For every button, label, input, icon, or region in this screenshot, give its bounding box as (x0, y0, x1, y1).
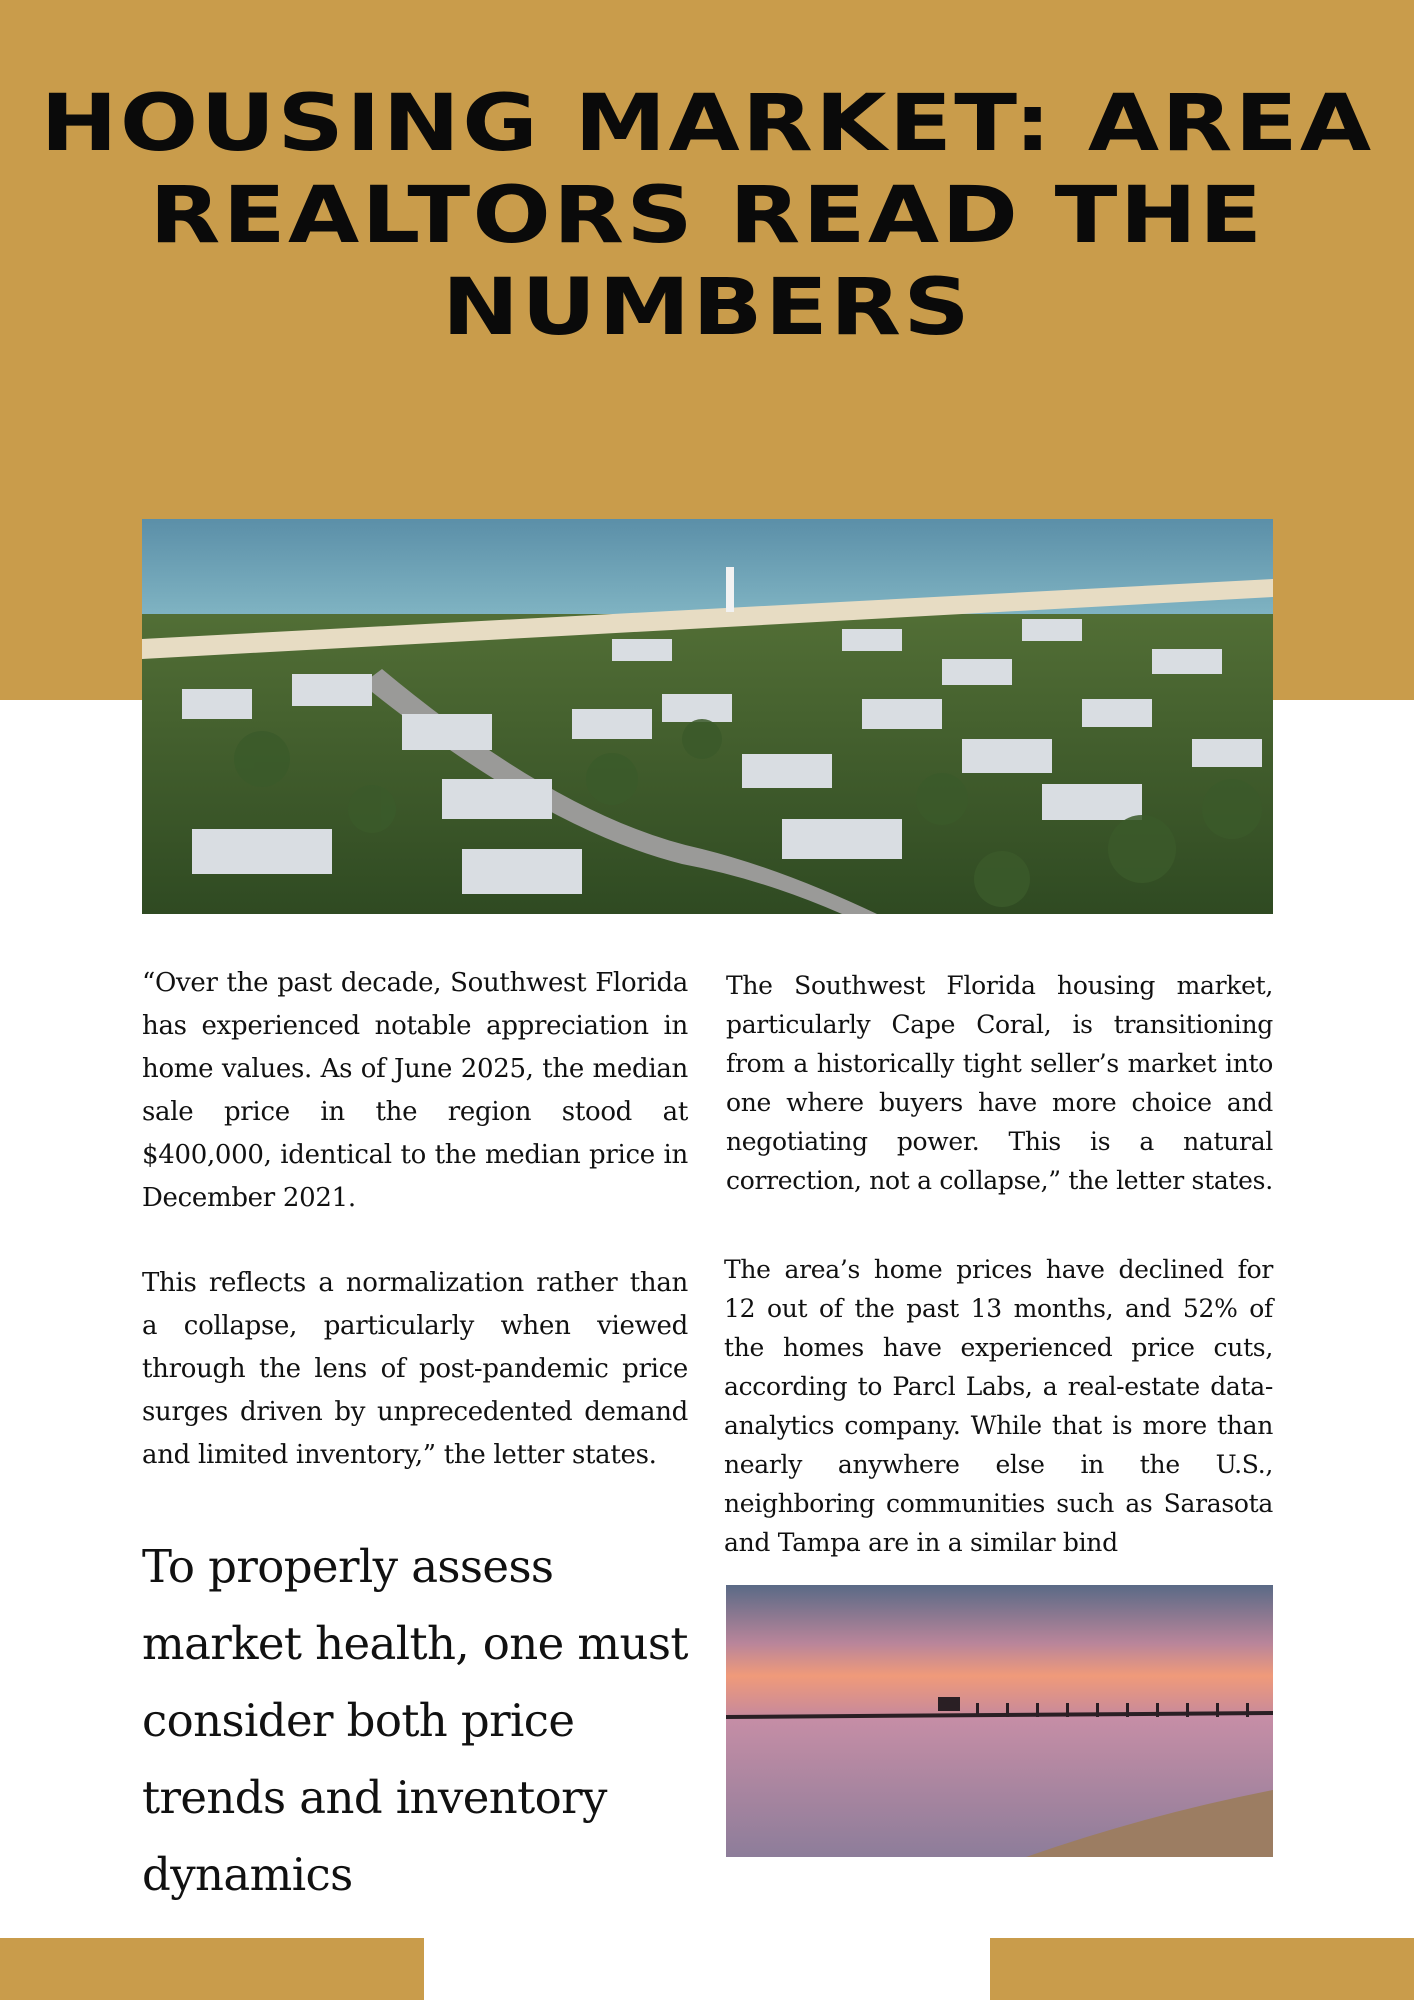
footer-gold-block-right (990, 1938, 1414, 2000)
page-title: HOUSING MARKET: AREA REALTORS READ THE NUMBERS (40, 79, 1374, 353)
aerial-neighborhood-photo (142, 519, 1273, 914)
left-paragraph-1: “Over the past decade, Southwest Florida has experienced notable appreciation in home values. As of June 2025, the median sale price in the region stood at $400,000, identical to the median price in December 2021. (142, 968, 688, 1213)
footer-gold-block-left (0, 1938, 424, 2000)
left-paragraph-2: This reflects a normalization rather than a collapse, particularly when viewed through the lens of post-pandemic price surges driven by unprecedented demand and limited inventory,” the letter states. (142, 1268, 688, 1470)
right-paragraph-2: The area’s home prices have declined for 12 out of the past 13 months, and 52% of the homes have experienced price cuts, according to Parcl Labs, a real-estate data-analytics company. While that is more than nearly anywhere else in the U.S., neighboring communities such as Sarasota and Tampa are in a similar bind (724, 1255, 1273, 1557)
right-paragraph-1: The Southwest Florida housing market, particularly Cape Coral, is transitioning from a historically tight seller’s market into one where buyers have more choice and negotiating power. This is a natural correction, not a collapse,” the letter states. (726, 971, 1273, 1195)
sunset-pier-photo (726, 1585, 1273, 1857)
pull-quote: To properly assess market health, one must consider both price trends and inventory dynamics (142, 1540, 688, 1901)
